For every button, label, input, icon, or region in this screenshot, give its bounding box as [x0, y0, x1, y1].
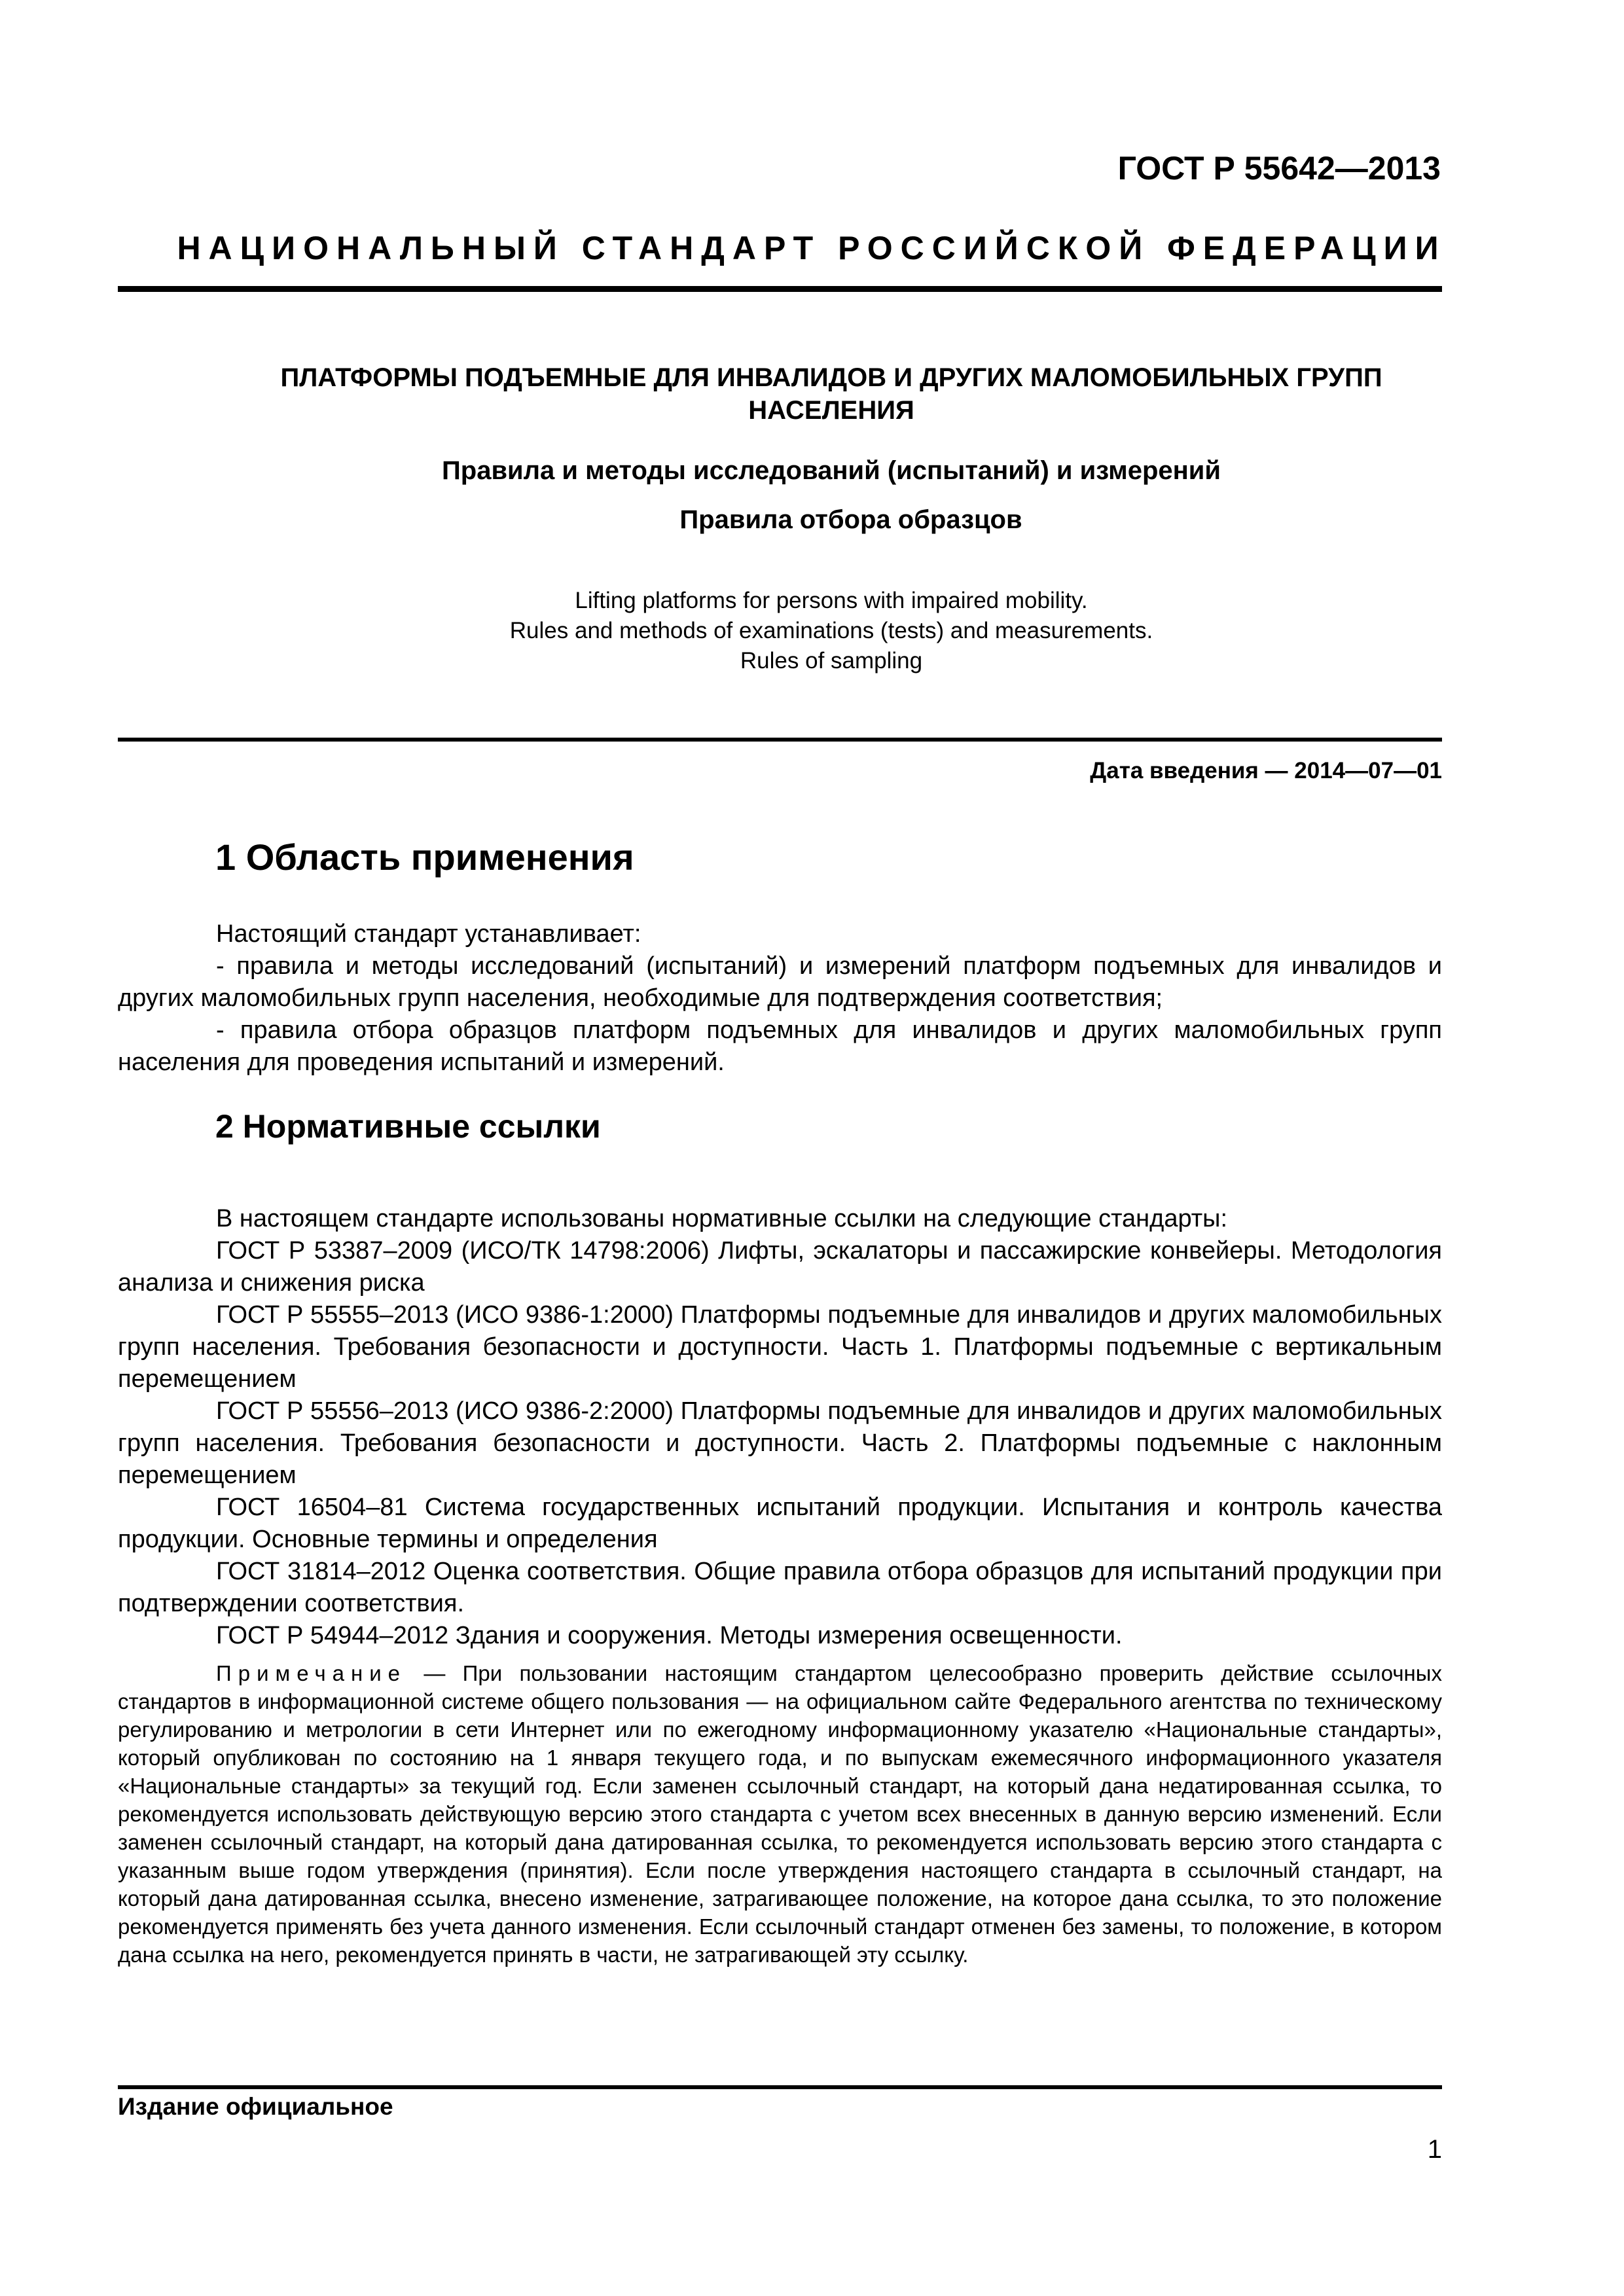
paragraph: - правила отбора образцов платформ подъемных для инвалидов и других маломобильных групп населения для проведения испытаний и измерений.: [118, 1016, 1442, 1076]
reference-item: ГОСТ 31814–2012 Оценка соответствия. Общие правила отбора образцов для испытаний продукции при подтверждении соответствия.: [118, 1558, 1442, 1617]
title-en-line1: Lifting platforms for persons with impaired mobility.: [575, 588, 1088, 613]
paragraph: В настоящем стандарте использованы нормативные ссылки на следующие стандарты:: [216, 1205, 1228, 1232]
subtitle-sampling: Правила отбора образцов: [679, 505, 1022, 534]
reference-item: ГОСТ Р 54944–2012 Здания и сооружения. Методы измерения освещенности.: [216, 1622, 1123, 1649]
page-number: 1: [1427, 2135, 1442, 2164]
edition-label: Издание официальное: [118, 2093, 393, 2120]
reference-item: ГОСТ Р 55555–2013 (ИСО 9386-1:2000) Платформы подъемные для инвалидов и других маломобильных групп населения. Требования безопасности и доступности. Часть 1. Платформы подъемные с вертикальным перемещением: [118, 1301, 1442, 1393]
standard-type-heading: НАЦИОНАЛЬНЫЙ СТАНДАРТ РОССИЙСКОЙ ФЕДЕРАЦИИ: [177, 230, 1447, 266]
title-ru-line2: НАСЕЛЕНИЯ: [748, 396, 914, 425]
note-text: — При пользовании настоящим стандартом целесообразно проверить действие ссылочных стандартов в информационной системе общего пользования — на официальном сайте Федерального агентства по техническому регулированию и метрологии в сети Интернет или по ежегодному информационному указателю «Национальные стандарты», который опубликован по состоянию на 1 января текущего года, и по выпускам ежемесячного информационного указателя «Национальные стандарты» за текущий год. Если заменен ссылочный стандарт, на который дана недатированная ссылка, то рекомендуется использовать действующую версию этого стандарта с учетом всех внесенных в данную версию изменений. Если заменен ссылочный стандарт, на который дана датированная ссылка, то рекомендуется использовать версию этого стандарта с указанным выше годом утверждения (принятия). Если после утверждения настоящего стандарта в ссылочный стандарт, на который дана датированная ссылка, внесено изменение, затрагивающее положение, на которое дана ссылка, то это положение рекомендуется применять без учета данного изменения. Если ссылочный стандарт отменен без замены, то положение, в котором дана ссылка на него, рекомендуется принять в части, не затрагивающей эту ссылку.: [118, 1661, 1442, 1967]
top-rule: [118, 286, 1442, 292]
note-paragraph: [118, 1659, 1442, 1969]
section-2-heading: 2 Нормативные ссылки: [215, 1108, 601, 1145]
note-label: Примечание: [216, 1661, 407, 1685]
section-1-body: [118, 918, 1442, 1079]
bottom-rule: [118, 2085, 1442, 2089]
title-en-line3: Rules of sampling: [740, 648, 923, 673]
introduction-date: Дата введения — 2014—07—01: [1090, 758, 1442, 783]
paragraph: Настоящий стандарт устанавливает:: [216, 920, 641, 948]
reference-item: ГОСТ 16504–81 Система государственных испытаний продукции. Испытания и контроль качества продукции. Основные термины и определения: [118, 1494, 1442, 1553]
document-number: ГОСТ Р 55642—2013: [1117, 150, 1441, 187]
reference-item: ГОСТ Р 55556–2013 (ИСО 9386-2:2000) Платформы подъемные для инвалидов и других маломобильных групп населения. Требования безопасности и доступности. Часть 2. Платформы подъемные с наклонным перемещением: [118, 1397, 1442, 1489]
document-title-en: [216, 586, 1447, 676]
note-block: [118, 1659, 1442, 1969]
reference-item: ГОСТ Р 53387–2009 (ИСО/ТК 14798:2006) Лифты, эскалаторы и пассажирские конвейеры. Методология анализа и снижения риска: [118, 1237, 1442, 1297]
title-en-line2: Rules and methods of examinations (tests) and measurements.: [509, 618, 1153, 643]
paragraph: - правила и методы исследований (испытаний) и измерений платформ подъемных для инвалидов и других маломобильных групп населения, необходимые для подтверждения соответствия;: [118, 952, 1442, 1012]
section-2-body: [118, 1203, 1442, 1652]
subtitle-methods: Правила и методы исследований (испытаний) и измерений: [442, 456, 1221, 485]
title-ru-line1: ПЛАТФОРМЫ ПОДЪЕМНЫЕ ДЛЯ ИНВАЛИДОВ И ДРУГИХ МАЛОМОБИЛЬНЫХ ГРУПП: [280, 363, 1382, 392]
middle-rule: [118, 738, 1442, 742]
section-1-heading: 1 Область применения: [215, 836, 634, 878]
document-title-ru: [216, 361, 1447, 427]
